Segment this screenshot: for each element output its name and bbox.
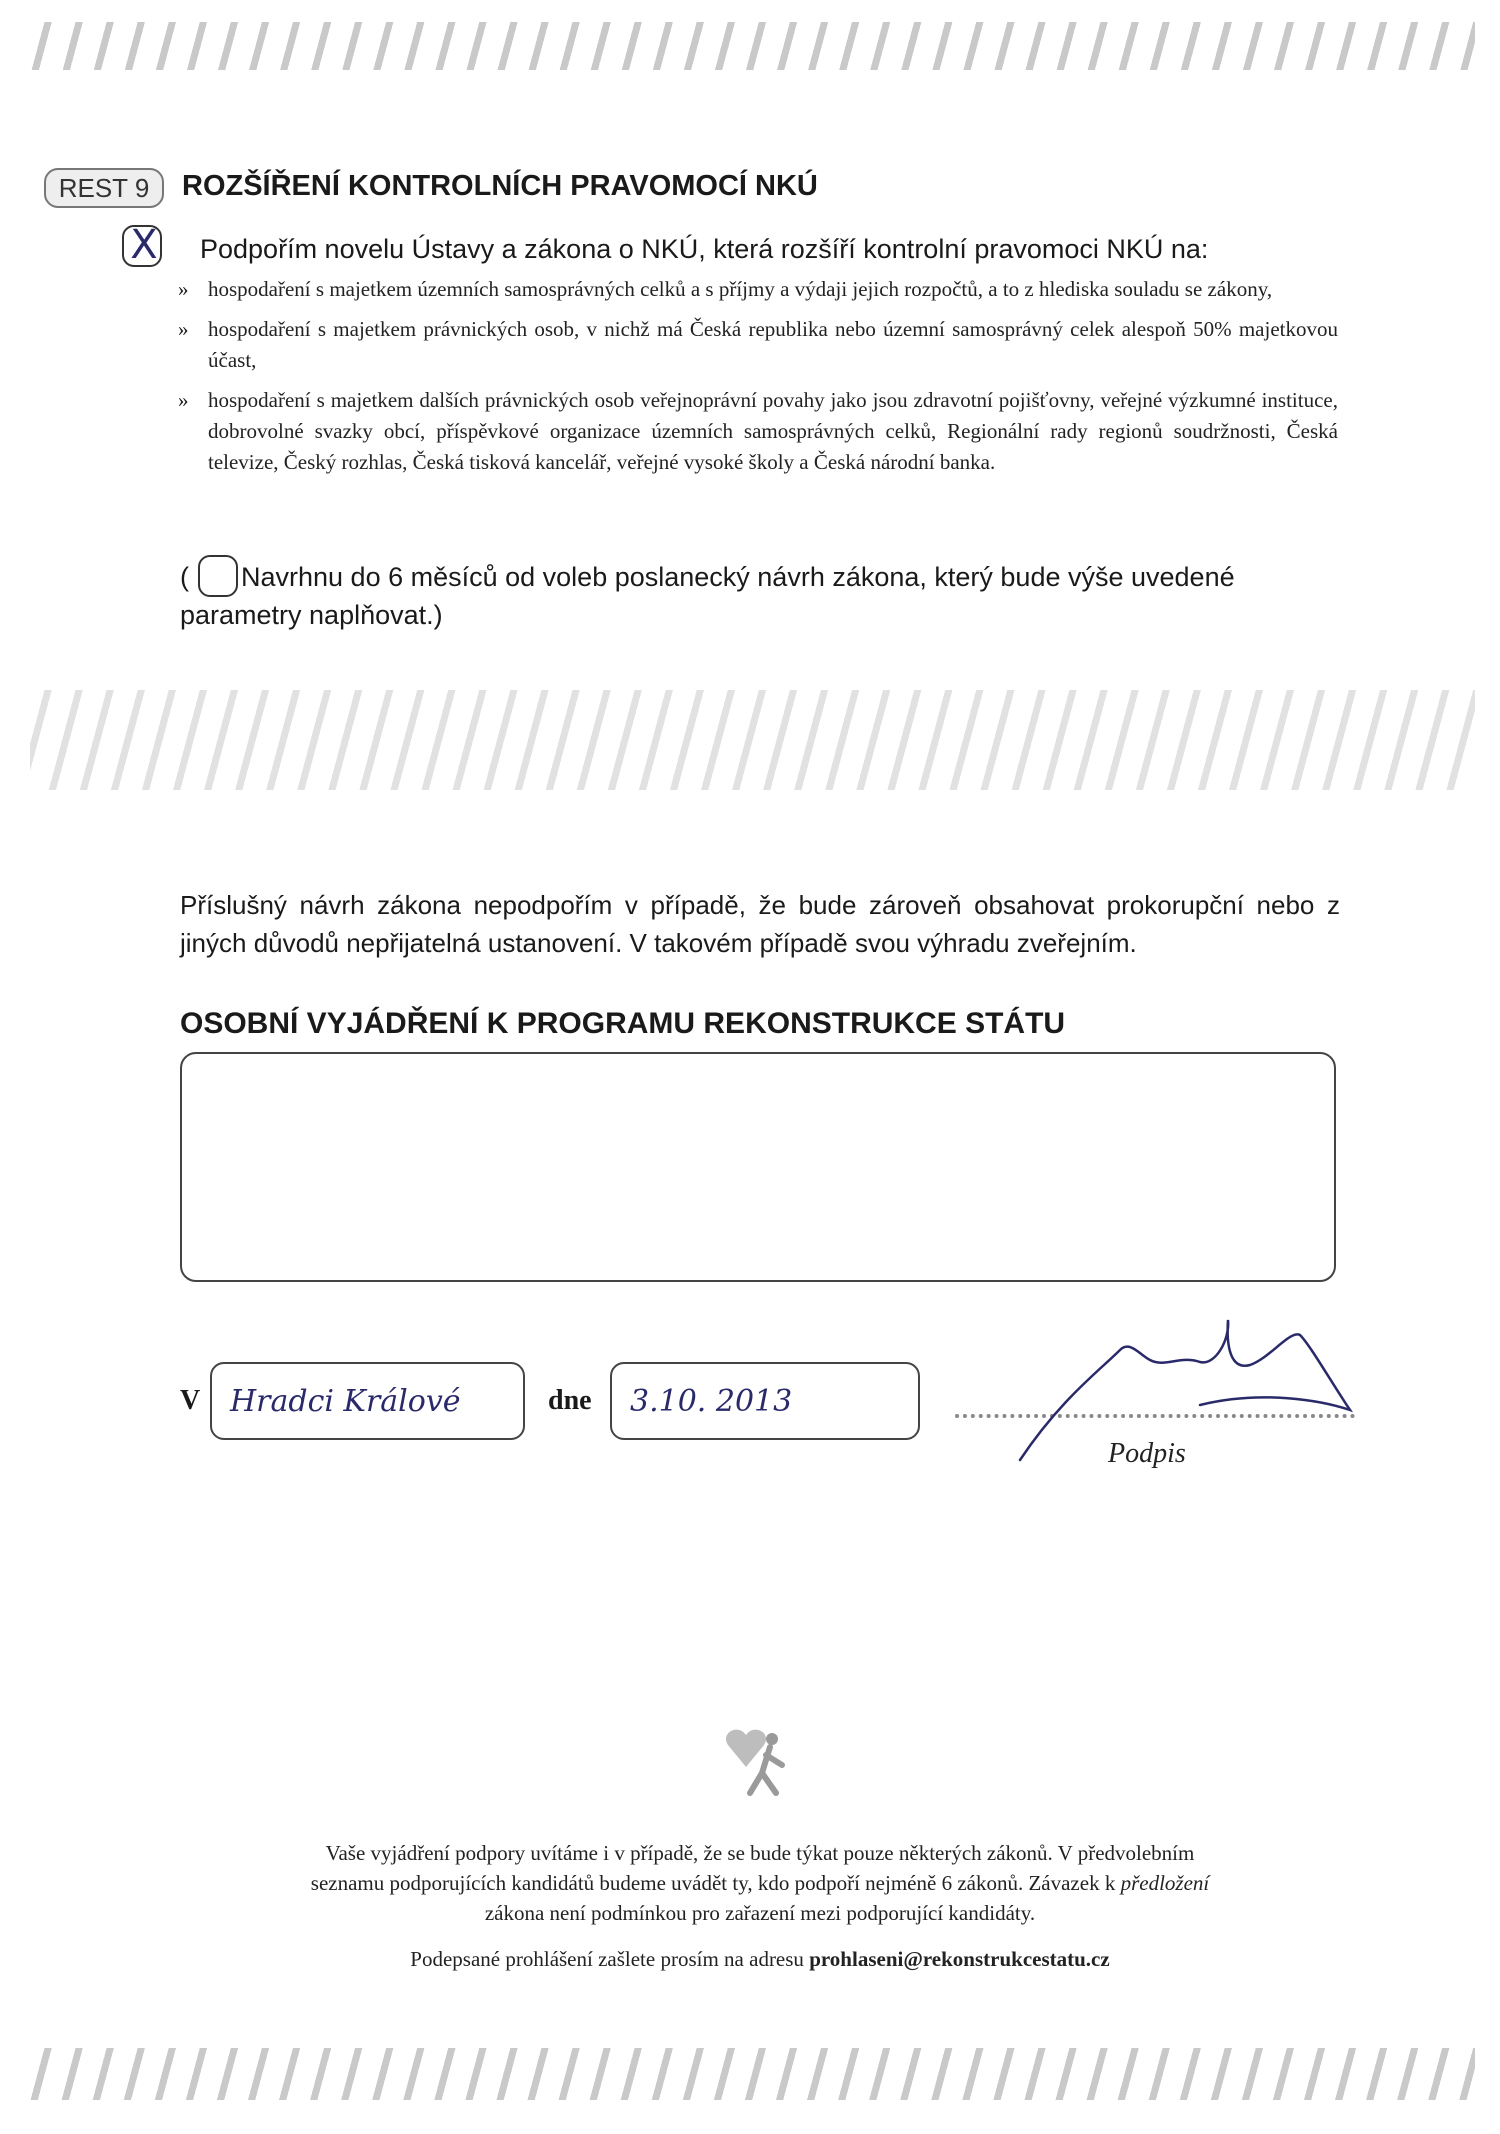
footer-line-2 [180,1868,1340,1898]
bullet-mark: » [178,277,189,301]
footer-address-prefix: Podepsané prohlášení zašlete prosím na adresu [410,1947,810,1971]
place-field[interactable]: Hradci Králové [210,1362,525,1440]
footer-address [180,1944,1340,1974]
optional-proposal-text [180,558,1340,634]
open-parenthesis: ( [180,562,189,592]
top-stripe-decoration [30,22,1475,70]
support-checkbox[interactable] [122,222,162,268]
bullet-list [178,274,1338,487]
place-label: V [180,1385,201,1416]
checkbox-cross-mark: X [130,222,158,268]
personal-statement-title: OSOBNÍ VYJÁDŘENÍ K PROGRAMU REKONSTRUKCE STÁTU [180,1007,1066,1040]
bullet-mark: » [178,388,189,412]
bullet-text: hospodaření s majetkem územních samosprávných celků a s příjmy a výdaji jejich rozpočtů, a to z hlediska souladu se zákony, [208,277,1273,301]
footer-line-1: Vaše vyjádření podpory uvítáme i v případě, že se bude týkat pouze některých zákonů. V předvolebním [325,1841,1195,1865]
date-label: dne [548,1385,592,1416]
footer-line-2-text: seznamu podporujících kandidátů budeme uvádět ty, kdo podpoří nejméně 6 zákonů. Závazek k [310,1871,1121,1895]
mid-stripe-decoration [30,690,1475,790]
signature-label: Podpis [1108,1438,1186,1469]
rest-badge: REST 9 [44,168,164,208]
optional-proposal-label: Navrhnu do 6 měsíců od voleb poslanecký návrh zákona, který bude výše uvedené parametry naplňovat.) [180,562,1235,630]
footer-line-3: zákona není podmínkou pro zařazení mezi podporující kandidáty. [484,1901,1036,1925]
personal-statement-field[interactable] [180,1052,1336,1282]
date-field[interactable]: 3.10. 2013 [610,1362,920,1440]
bullet-text: hospodaření s majetkem dalších právnických osob veřejnoprávní povahy jako jsou zdravotní pojišťovny, veřejné výzkumné instituce, dobrovolné svazky obcí, příspěvkové organizace územních samosprávných celků, Regionální rady regionů soudržnosti, Česká televize, Český rozhlas, Česká tisková kancelář, veřejné vysoké školy a Česká národní banka. [208,388,1338,474]
rekonstrukce-logo-icon [710,1715,800,1800]
section-title: ROZŠÍŘENÍ KONTROLNÍCH PRAVOMOCÍ NKÚ [182,170,818,202]
lead-text: Podpořím novelu Ústavy a zákona o NKÚ, která rozšíří kontrolní pravomoci NKÚ na: [200,234,1209,264]
bottom-stripe-decoration [30,2048,1475,2100]
bullet-text: hospodaření s majetkem právnických osob, v nichž má Česká republika nebo územní samosprávný celek alespoň 50% majetkovou účast, [208,317,1338,372]
reservation-note: Příslušný návrh zákona nepodpořím v případě, že bude zároveň obsahovat prokorupční nebo z jiných důvodů nepřijatelná ustanovení. V takovém případě svou výhradu zveřejním. [180,890,1340,958]
footer-line-2-italic: předložení [1120,1871,1210,1895]
bullet-mark: » [178,317,189,341]
footer-email-link[interactable]: prohlaseni@rekonstrukcestatu.cz [809,1947,1110,1971]
footer-text [180,1838,1340,1974]
list-item [178,314,1338,376]
list-item [178,274,1338,305]
list-item [178,385,1338,478]
